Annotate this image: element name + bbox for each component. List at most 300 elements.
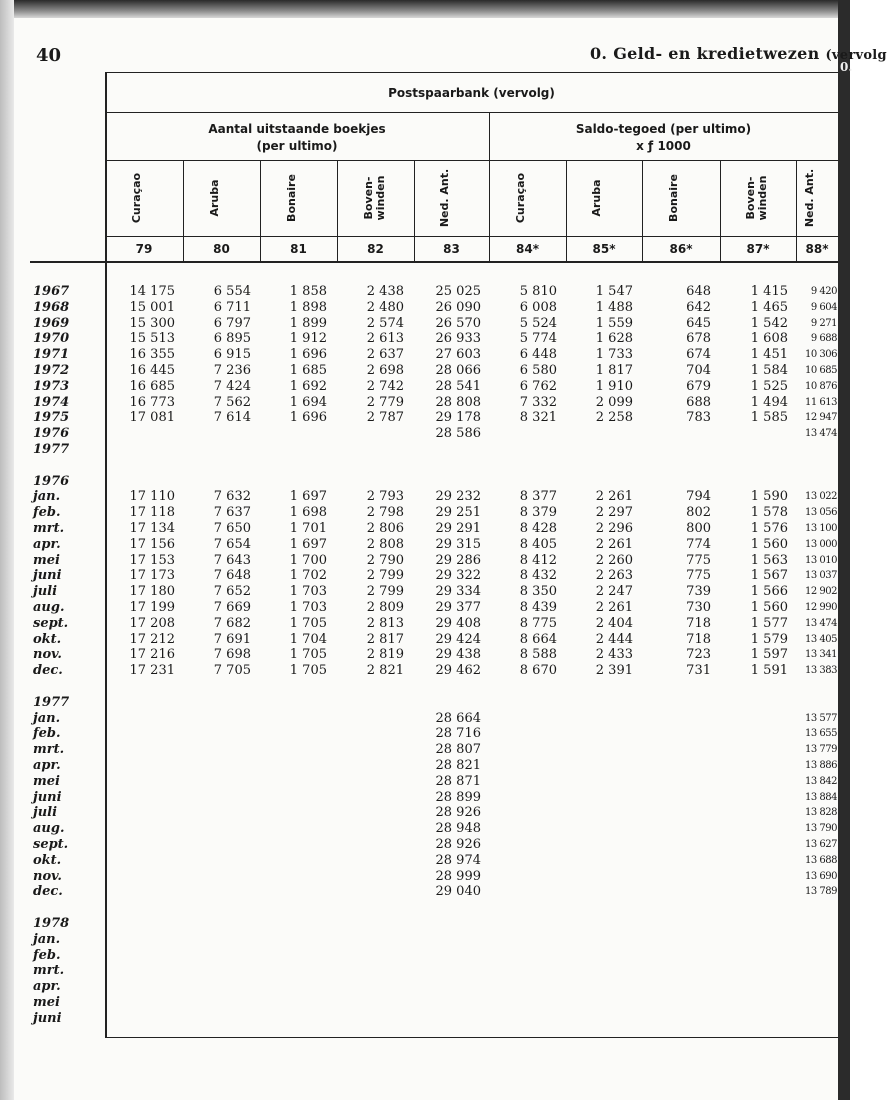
table-cell: 739: [686, 584, 711, 600]
table-cell: 11 613: [805, 396, 837, 408]
table-cell: 28 821: [435, 758, 481, 773]
table-cell: 1 547: [595, 284, 633, 299]
row-label: mrt.: [33, 742, 65, 758]
table-cell: 15 001: [129, 299, 175, 315]
chapter-continued: (vervolg: [825, 48, 887, 63]
table-cell: 26 090: [435, 299, 481, 315]
row-label: 1968: [33, 299, 70, 315]
table-cell: 7 424: [213, 378, 251, 394]
table-cell: 13 474: [805, 428, 837, 440]
table-cell: 2 258: [595, 410, 633, 426]
table-cell: 17 216: [129, 647, 175, 663]
table-cell: 7 637: [213, 505, 251, 521]
table-cell: 7 648: [213, 568, 251, 584]
table-cell: 28 716: [435, 726, 481, 742]
page-number: 40: [36, 45, 62, 66]
table-cell: 7 614: [213, 410, 251, 426]
table-cell: 13 037: [805, 570, 837, 582]
table-cell: 800: [686, 521, 711, 536]
table-cell: 1 696: [289, 410, 327, 426]
table-cell: 2 099: [595, 394, 633, 410]
name-rule: [105, 236, 838, 237]
row-label: 1975: [33, 410, 70, 426]
row-label: apr.: [33, 536, 61, 552]
table-cell: 2 480: [366, 299, 404, 315]
table-cell: 1 692: [289, 378, 327, 394]
table-cell: 1 703: [289, 584, 327, 600]
table-cell: 1 685: [289, 363, 327, 378]
row-label: apr.: [33, 979, 61, 995]
table-cell: 8 664: [519, 631, 557, 647]
margin-bleed-text: 0.: [840, 60, 853, 74]
table-cell: 7 691: [213, 631, 251, 647]
table-cell: 13 022: [805, 491, 837, 503]
column-number: 80: [213, 242, 230, 256]
table-cell: 6 797: [213, 315, 251, 331]
table-cell: 13 474: [805, 617, 837, 629]
table-cell: 26 570: [435, 315, 481, 331]
table-cell: 17 134: [129, 521, 175, 536]
table-cell: 731: [686, 663, 711, 679]
table-cell: 9 420: [810, 286, 837, 297]
table-cell: 17 173: [129, 568, 175, 584]
table-cell: 1 701: [289, 521, 327, 536]
row-label: nov.: [33, 647, 62, 663]
column-number: 88*: [805, 242, 829, 256]
table-cell: 2 817: [366, 631, 404, 647]
row-label: 1972: [33, 363, 70, 378]
row-label: juni: [33, 789, 62, 805]
chapter-number: 0.: [590, 44, 608, 63]
table-cell: 2 438: [366, 284, 404, 299]
table-cell: 16 773: [129, 394, 175, 410]
table-cell: 10 306: [805, 349, 837, 361]
table-cell: 7 643: [213, 552, 251, 568]
group2-subtitle: x ƒ 1000: [636, 139, 691, 153]
table-cell: 8 321: [519, 410, 557, 426]
page-top-edge: [0, 0, 850, 18]
table-cell: 1 704: [289, 631, 327, 647]
table-cell: 1 698: [289, 505, 327, 521]
table-cell: 802: [686, 505, 711, 521]
table-cell: 1 697: [289, 489, 327, 505]
table-top-rule: [105, 72, 838, 73]
table-cell: 8 588: [519, 647, 557, 663]
table-cell: 1 563: [750, 552, 788, 568]
table-cell: 9 688: [810, 333, 837, 345]
table-cell: 2 779: [366, 394, 404, 410]
row-label: dec.: [33, 663, 63, 679]
table-cell: 2 806: [366, 521, 404, 536]
table-cell: 704: [686, 363, 711, 378]
table-cell: 1 697: [289, 536, 327, 552]
table-cell: 8 432: [519, 568, 557, 584]
table-cell: 28 807: [435, 742, 481, 758]
row-label: juli: [33, 584, 58, 600]
row-label: mrt.: [33, 963, 65, 979]
table-cell: 723: [686, 647, 711, 663]
column-name: Boven- winden: [361, 175, 387, 221]
table-cell: 8 350: [519, 584, 557, 600]
table-cell: 2 799: [366, 584, 404, 600]
table-cell: 1 525: [750, 378, 788, 394]
table-cell: 8 439: [519, 600, 557, 615]
table-cell: 7 682: [213, 615, 251, 631]
row-label: 1969: [33, 315, 70, 331]
table-cell: 718: [686, 631, 711, 647]
table-cell: 17 153: [129, 552, 175, 568]
row-label: jan.: [33, 931, 61, 947]
table-cell: 28 541: [435, 378, 481, 394]
table-cell: 1 696: [289, 347, 327, 363]
table-cell: 28 948: [435, 821, 481, 837]
table-cell: 8 379: [519, 505, 557, 521]
table-cell: 28 066: [435, 363, 481, 378]
table-cell: 1 578: [750, 505, 788, 521]
table-cell: 1 608: [750, 331, 788, 347]
table-cell: 1 694: [289, 394, 327, 410]
row-label: 1976: [33, 473, 70, 489]
table-cell: 13 100: [805, 523, 837, 534]
table-cell: 28 808: [435, 394, 481, 410]
table-cell: 16 355: [129, 347, 175, 363]
row-label: okt.: [33, 631, 62, 647]
row-label: 1977: [33, 442, 70, 457]
table-cell: 12 902: [805, 586, 837, 598]
table-cell: 645: [686, 315, 711, 331]
table-cell: 25 025: [435, 284, 481, 299]
table-cell: 1 817: [595, 363, 633, 378]
table-cell: 7 562: [213, 394, 251, 410]
table-cell: 29 424: [435, 631, 481, 647]
row-label: 1974: [33, 394, 70, 410]
column-name: Ned. Ant.: [803, 168, 816, 228]
row-label: 1978: [33, 916, 70, 931]
table-cell: 1 705: [289, 663, 327, 679]
row-label: apr.: [33, 758, 61, 773]
table-cell: 8 775: [519, 615, 557, 631]
table-cell: 7 669: [213, 600, 251, 615]
table-cell: 8 377: [519, 489, 557, 505]
table-cell: 2 613: [366, 331, 404, 347]
chapter-name: Geld- en kredietwezen: [613, 44, 820, 63]
table-cell: 13 688: [805, 854, 837, 866]
table-cell: 2 433: [595, 647, 633, 663]
table-cell: 29 408: [435, 615, 481, 631]
group1-title: Aantal uitstaande boekjes: [208, 122, 386, 136]
table-cell: 13 789: [805, 886, 837, 898]
table-cell: 1 591: [750, 663, 788, 679]
group2-title: Saldo-tegoed (per ultimo): [575, 122, 752, 136]
table-cell: 1 705: [289, 647, 327, 663]
table-cell: 1 700: [289, 552, 327, 568]
table-cell: 1 912: [289, 331, 327, 347]
table-cell: 1 597: [750, 647, 788, 663]
table-cell: 28 664: [435, 710, 481, 726]
column-number: 81: [290, 242, 307, 256]
table-cell: 16 445: [129, 363, 175, 378]
row-label: 1970: [33, 331, 70, 347]
table-cell: 13 842: [805, 775, 837, 787]
table-cell: 1 542: [750, 315, 788, 331]
row-label: aug.: [33, 821, 65, 837]
column-name: Curaçao: [130, 172, 143, 224]
table-cell: 1 584: [750, 363, 788, 378]
table-cell: 1 465: [750, 299, 788, 315]
table-cell: 5 774: [519, 331, 557, 347]
row-label: mei: [33, 773, 60, 789]
row-label: mrt.: [33, 521, 65, 536]
column-number: 86*: [669, 242, 693, 256]
column-number: 87*: [746, 242, 770, 256]
table-cell: 7 236: [213, 363, 251, 378]
table-cell: 29 178: [435, 410, 481, 426]
row-label: mei: [33, 552, 60, 568]
table-cell: 7 332: [519, 394, 557, 410]
table-cell: 2 698: [366, 363, 404, 378]
table-cell: 2 742: [366, 378, 404, 394]
table-cell: 28 974: [435, 852, 481, 868]
table-cell: 1 858: [289, 284, 327, 299]
table-cell: 2 444: [595, 631, 633, 647]
table-cell: 29 040: [435, 884, 481, 900]
table-cell: 783: [686, 410, 711, 426]
row-label: juni: [33, 568, 62, 584]
table-cell: 13 690: [805, 870, 837, 882]
table-cell: 7 654: [213, 536, 251, 552]
table-cell: 2 813: [366, 615, 404, 631]
table-cell: 2 821: [366, 663, 404, 679]
column-number: 85*: [592, 242, 616, 256]
table-cell: 1 451: [750, 347, 788, 363]
table-cell: 2 798: [366, 505, 404, 521]
table-cell: 13 383: [805, 665, 837, 677]
table-cell: 8 670: [519, 663, 557, 679]
table-cell: 17 208: [129, 615, 175, 631]
table-cell: 28 926: [435, 837, 481, 852]
row-label: nov.: [33, 868, 62, 884]
table-cell: 10 685: [805, 365, 837, 376]
table-cell: 1 567: [750, 568, 788, 584]
table-cell: 674: [686, 347, 711, 363]
table-cell: 1 590: [750, 489, 788, 505]
table-cell: 1 585: [750, 410, 788, 426]
row-label: juni: [33, 1010, 62, 1026]
row-label: feb.: [33, 726, 61, 742]
table-cell: 2 799: [366, 568, 404, 584]
table-cell: 774: [686, 536, 711, 552]
row-label: sept.: [33, 837, 69, 852]
table-cell: 17 180: [129, 584, 175, 600]
table-cell: 1 577: [750, 615, 788, 631]
group-rule: [105, 160, 838, 161]
table-cell: 2 404: [595, 615, 633, 631]
table-cell: 2 787: [366, 410, 404, 426]
table-cell: 6 554: [213, 284, 251, 299]
table-cell: 16 685: [129, 378, 175, 394]
column-number: 82: [367, 242, 384, 256]
table-cell: 730: [686, 600, 711, 615]
row-label: 1971: [33, 347, 70, 363]
table-cell: 1 415: [750, 284, 788, 299]
table-cell: 1 559: [595, 315, 633, 331]
table-cell: 29 377: [435, 600, 481, 615]
table-cell: 13 790: [805, 823, 837, 835]
table-cell: 1 898: [289, 299, 327, 315]
table-cell: 13 341: [805, 649, 837, 661]
table-title: Postspaarbank (vervolg): [388, 86, 555, 100]
table-cell: 679: [686, 378, 711, 394]
table-cell: 12 990: [805, 602, 837, 613]
page-right-edge: [838, 0, 850, 1100]
table-cell: 8 405: [519, 536, 557, 552]
table-cell: 12 947: [805, 412, 837, 424]
row-label: dec.: [33, 884, 63, 900]
table-cell: 13 779: [805, 744, 837, 756]
table-cell: 2 263: [595, 568, 633, 584]
header-bottom-rule: [30, 261, 838, 263]
table-cell: 2 793: [366, 489, 404, 505]
table-cell: 29 232: [435, 489, 481, 505]
table-cell: 642: [686, 299, 711, 315]
table-cell: 5 810: [519, 284, 557, 299]
table-cell: 7 650: [213, 521, 251, 536]
table-cell: 1 910: [595, 378, 633, 394]
table-cell: 7 652: [213, 584, 251, 600]
table-bottom-rule: [105, 1037, 838, 1038]
table-cell: 6 915: [213, 347, 251, 363]
column-name: Bonaire: [284, 174, 298, 222]
table-cell: 2 261: [595, 536, 633, 552]
table-cell: 9 271: [810, 317, 837, 329]
table-cell: 29 286: [435, 552, 481, 568]
table-cell: 13 627: [805, 839, 837, 850]
table-cell: 1 576: [750, 521, 788, 536]
table-cell: 17 231: [129, 663, 175, 679]
table-cell: 6 711: [213, 299, 251, 315]
row-label: jan.: [33, 710, 61, 726]
table-cell: 2 574: [366, 315, 404, 331]
table-cell: 14 175: [129, 284, 175, 299]
table-cell: 17 081: [129, 410, 175, 426]
table-cell: 1 628: [595, 331, 633, 347]
table-cell: 648: [686, 284, 711, 299]
table-cell: 1 899: [289, 315, 327, 331]
column-number: 79: [135, 242, 153, 256]
table-cell: 29 322: [435, 568, 481, 584]
table-cell: 17 110: [129, 489, 175, 505]
table-cell: 29 438: [435, 647, 481, 663]
table-cell: 2 297: [595, 505, 633, 521]
table-cell: 13 886: [805, 760, 837, 771]
table-cell: 775: [686, 552, 711, 568]
table-cell: 29 462: [435, 663, 481, 679]
table-cell: 28 926: [435, 805, 481, 821]
table-cell: 28 586: [435, 426, 481, 442]
table-cell: 6 448: [519, 347, 557, 363]
page-left-edge: [0, 0, 14, 1100]
row-label: feb.: [33, 947, 61, 963]
table-cell: 28 899: [435, 789, 481, 805]
table-cell: 7 632: [213, 489, 251, 505]
table-cell: 17 212: [129, 631, 175, 647]
table-cell: 15 300: [129, 315, 175, 331]
table-cell: 2 260: [595, 552, 633, 568]
table-cell: 2 261: [595, 489, 633, 505]
table-cell: 13 405: [805, 633, 837, 645]
table-cell: 1 705: [289, 615, 327, 631]
table-cell: 1 494: [750, 394, 788, 410]
table-cell: 2 819: [366, 647, 404, 663]
row-label: feb.: [33, 505, 61, 521]
column-number: 84*: [516, 242, 539, 256]
table-cell: 1 579: [750, 631, 788, 647]
row-label: 1976: [33, 426, 70, 442]
table-cell: 8 412: [519, 552, 557, 568]
table-cell: 6 762: [519, 378, 557, 394]
table-cell: 13 884: [805, 791, 837, 803]
table-cell: 2 809: [366, 600, 404, 615]
row-label: okt.: [33, 852, 62, 868]
table-cell: 15 513: [129, 331, 175, 347]
table-cell: 6 008: [519, 299, 557, 315]
table-cell: 8 428: [519, 521, 557, 536]
row-label: 1973: [33, 378, 70, 394]
column-name: Aruba: [590, 179, 603, 217]
table-cell: 2 247: [595, 584, 633, 600]
table-cell: 775: [686, 568, 711, 584]
row-label: 1967: [33, 284, 70, 299]
table-cell: 13 010: [805, 554, 837, 566]
column-number: 83: [443, 242, 460, 256]
table-cell: 1 566: [750, 584, 788, 600]
table-cell: 17 199: [129, 600, 175, 615]
column-name: Boven- winden: [744, 175, 769, 221]
group1-subtitle: (per ultimo): [256, 139, 338, 153]
table-cell: 2 391: [595, 663, 633, 679]
row-label: juli: [33, 805, 58, 821]
table-cell: 1 702: [289, 568, 327, 584]
row-label: 1977: [33, 694, 70, 710]
table-cell: 1 560: [750, 600, 788, 615]
table-cell: 17 118: [129, 505, 175, 521]
column-name: Curaçao: [513, 172, 527, 224]
table-cell: 1 488: [595, 299, 633, 315]
table-cell: 17 156: [129, 536, 175, 552]
table-cell: 688: [686, 394, 711, 410]
table-cell: 9 604: [810, 301, 837, 313]
row-label: sept.: [33, 615, 69, 631]
table-cell: 13 000: [805, 538, 837, 550]
table-cell: 2 808: [366, 536, 404, 552]
table-cell: 29 291: [435, 521, 481, 536]
table-cell: 13 577: [805, 712, 837, 724]
table-cell: 26 933: [435, 331, 481, 347]
table-cell: 794: [686, 489, 711, 505]
table-cell: 2 790: [366, 552, 404, 568]
row-label: mei: [33, 995, 60, 1010]
table-cell: 2 296: [595, 521, 633, 536]
column-name: Bonaire: [667, 174, 680, 222]
table-cell: 1 703: [289, 600, 327, 615]
table-cell: 10 876: [805, 380, 837, 392]
table-cell: 13 828: [805, 807, 837, 819]
table-cell: 678: [686, 331, 711, 347]
column-name: Ned. Ant.: [437, 168, 451, 228]
table-cell: 7 698: [213, 647, 251, 663]
table-cell: 13 056: [805, 507, 837, 519]
table-cell: 718: [686, 615, 711, 631]
